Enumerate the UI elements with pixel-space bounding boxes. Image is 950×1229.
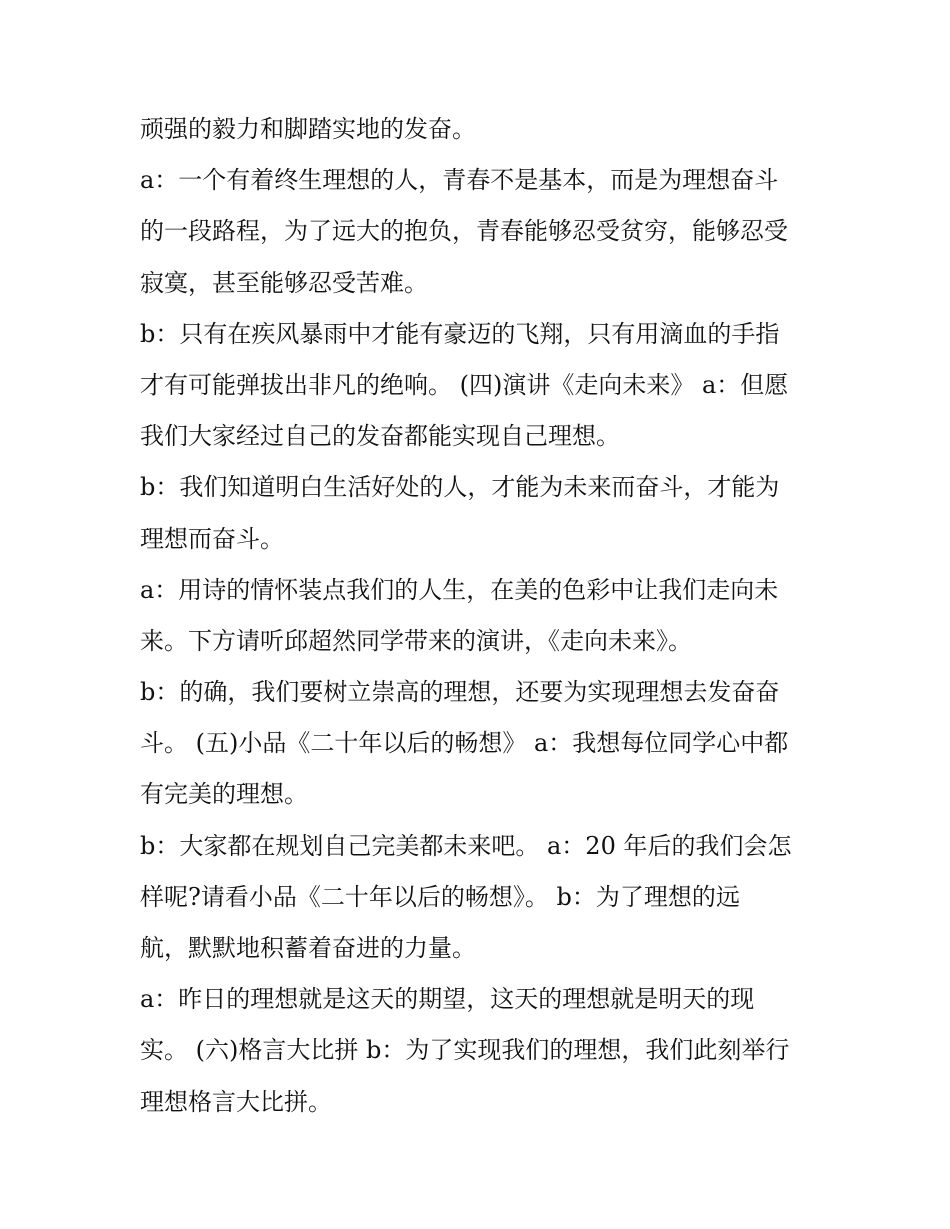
text-line: 理想格言大比拼。 (140, 1087, 332, 1116)
text-line: a：昨日的理想就是这天的期望，这天的理想就是明天的现 (140, 985, 755, 1014)
text-line: 航，默默地积蓄着奋进的力量。 (140, 934, 476, 962)
text-line: 的一段路程，为了远大的抱负，青春能够忍受贫穷，能够忍受 (140, 217, 788, 246)
text-line: b：我们知道明白生活好处的人，才能为未来而奋斗，才能为 (140, 473, 780, 502)
text-line: b：只有在疾风暴雨中才能有豪迈的飞翔，只有用滴血的手指 (140, 319, 780, 348)
text-line: 寂寞，甚至能够忍受苦难。 (140, 268, 428, 297)
text-line: 来。下方请听邱超然同学带来的演讲，《走向未来》。 (140, 626, 692, 655)
text-line: 我们大家经过自己的发奋都能实现自己理想。 (140, 422, 620, 451)
text-line: a：一个有着终生理想的人，青春不是基本，而是为理想奋斗 (140, 166, 779, 195)
text-line: b：大家都在规划自己完美都未来吧。 a：20 年后的我们会怎 (140, 831, 792, 860)
text-line: 实。 (六)格言大比拼 b：为了实现我们的理想，我们此刻举行 (140, 1036, 790, 1065)
body-text (140, 104, 820, 1128)
text-line: 顽强的毅力和脚踏实地的发奋。 (140, 115, 476, 143)
text-line: 斗。 (五)小品《二十年以后的畅想》 a：我想每位同学心中都 (140, 729, 789, 758)
text-line: a：用诗的情怀装点我们的人生，在美的色彩中让我们走向未 (140, 575, 779, 604)
text-line: 样呢?请看小品《二十年以后的畅想》。 b：为了理想的远 (140, 882, 740, 911)
text-line: b：的确，我们要树立崇高的理想，还要为实现理想去发奋奋 (140, 678, 780, 707)
text-line: 理想而奋斗。 (140, 524, 284, 553)
text-line: 有完美的理想。 (140, 780, 308, 809)
text-line: 才有可能弹拔出非凡的绝响。 (四)演讲《走向未来》 a：但愿 (140, 370, 789, 399)
